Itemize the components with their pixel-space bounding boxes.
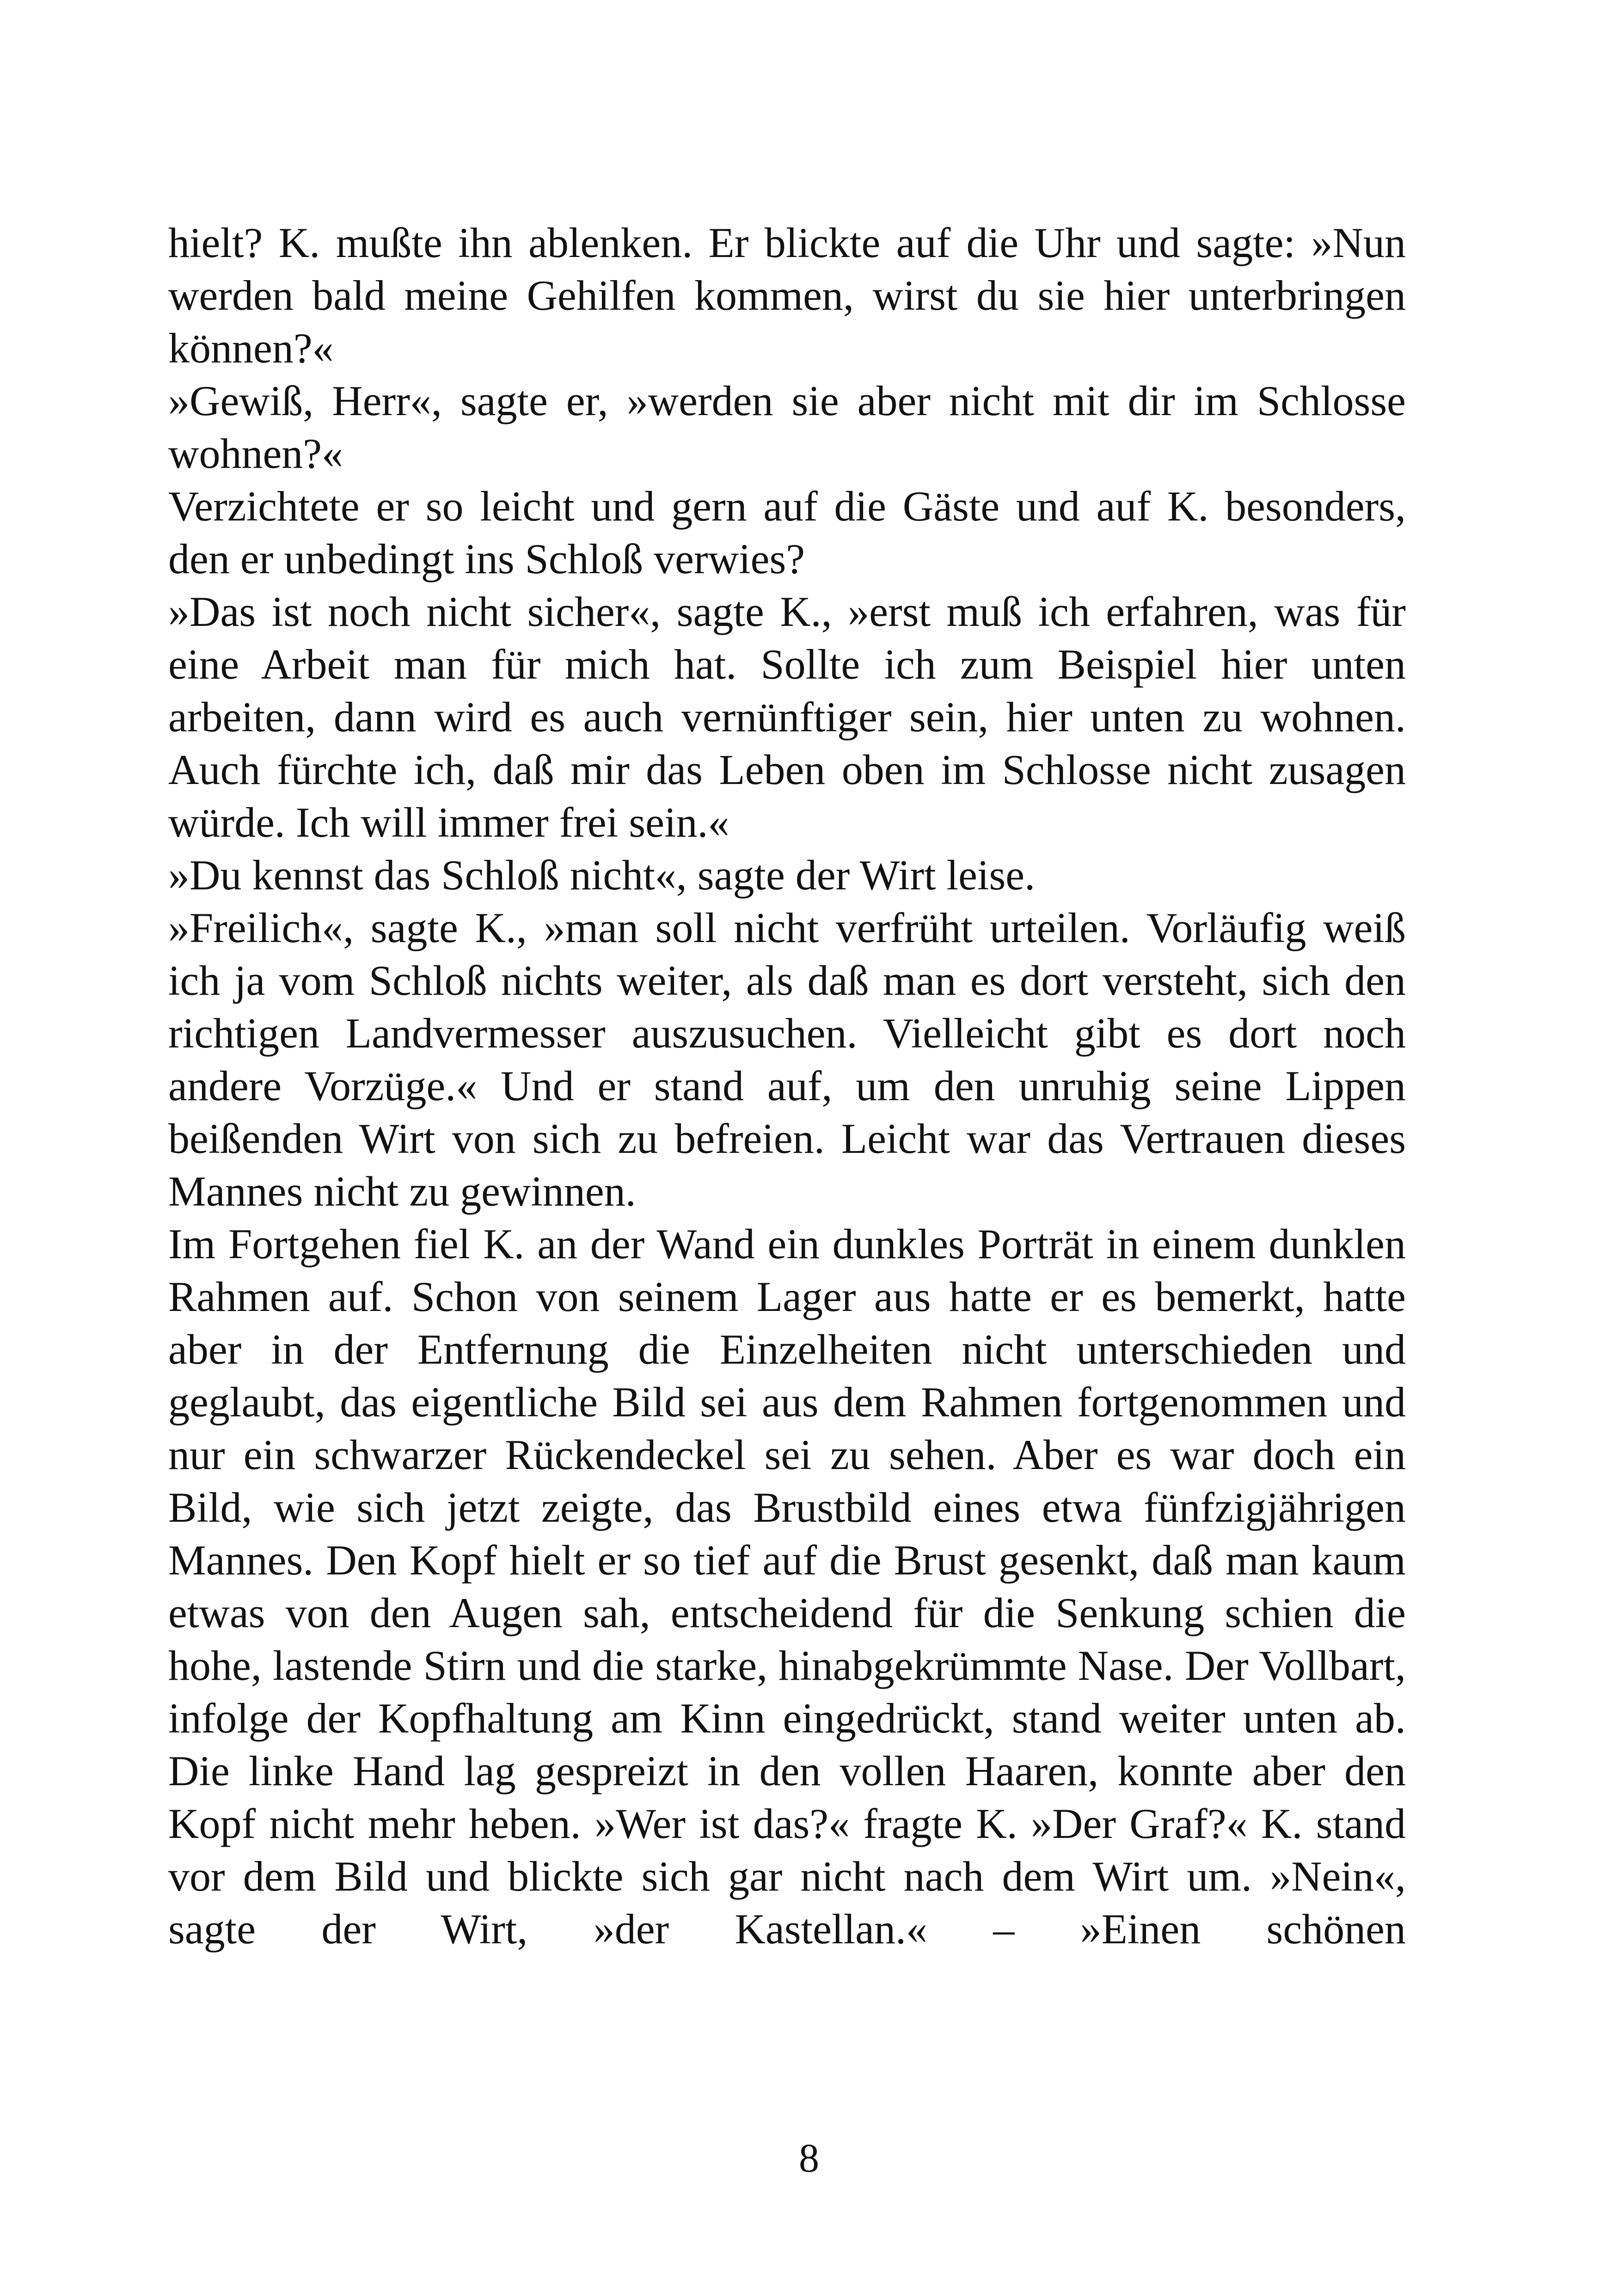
paragraph: Im Fortgehen fiel K. an der Wand ein dunkles Porträt in einem dunklen Rahmen auf. Schon von seinem Lager aus hatte er es bemerkt, hatte aber in der Entfernung die Einzelheiten nicht unterschieden und geglaubt, das eigentliche Bild sei aus dem Rahmen fortgenommen und nur ein schwarzer Rückendeckel sei zu sehen. Aber es war doch ein Bild, wie sich jetzt zeigte, das Brustbild eines etwa fünfzigjährigen Mannes. Den Kopf hielt er so tief auf die Brust gesenkt, daß man kaum etwas von den Augen sah, entscheidend für die Senkung schien die hohe, lastende Stirn und die starke, hinabgekrümmte Nase. Der Vollbart, infolge der Kopfhaltung am Kinn eingedrückt, stand weiter unten ab. Die linke Hand lag gespreizt in den vollen Haaren, konnte aber den Kopf nicht mehr heben. »Wer ist das?« fragte K. »Der Graf?« K. stand vor dem Bild und blickte sich gar nicht nach dem Wirt um. »Nein«, sagte der Wirt, »der Kastellan.« – »Einen schönen	[168, 1220, 1406, 1953]
paragraph: hielt? K. mußte ihn ablenken. Er blickte auf die Uhr und sagte: »Nun werden bald meine Gehilfen kommen, wirst du sie hier unterbringen können?«	[168, 219, 1406, 372]
body-text	[168, 216, 1406, 1955]
paragraph: »Gewiß, Herr«, sagte er, »werden sie aber nicht mit dir im Schlosse wohnen?«	[168, 377, 1406, 477]
paragraph: »Das ist noch nicht sicher«, sagte K., »erst muß ich erfahren, was für eine Arbeit man für mich hat. Sollte ich zum Beispiel hier unten arbeiten, dann wird es auch vernünftiger sein, hier unten zu wohnen. Auch fürchte ich, daß mir das Leben oben im Schlosse nicht zusagen würde. Ich will immer frei sein.«	[168, 588, 1406, 846]
paragraph: Verzichtete er so leicht und gern auf die Gäste und auf K. besonders, den er unbedingt ins Schloß verwies?	[168, 483, 1406, 582]
paragraph: »Du kennst das Schloß nicht«, sagte der Wirt leise.	[168, 851, 1036, 899]
page-number: 8	[799, 2136, 819, 2181]
paragraph: »Freilich«, sagte K., »man soll nicht verfrüht urteilen. Vorläufig weiß ich ja vom Schloß nichts weiter, als daß man es dort versteht, sich den richtigen Landvermesser auszusuchen. Vielleicht gibt es dort noch andere Vorzüge.« Und er stand auf, um den unruhig seine Lippen beißenden Wirt von sich zu befreien. Leicht war das Vertrauen dieses Mannes nicht zu gewinnen.	[168, 904, 1406, 1215]
